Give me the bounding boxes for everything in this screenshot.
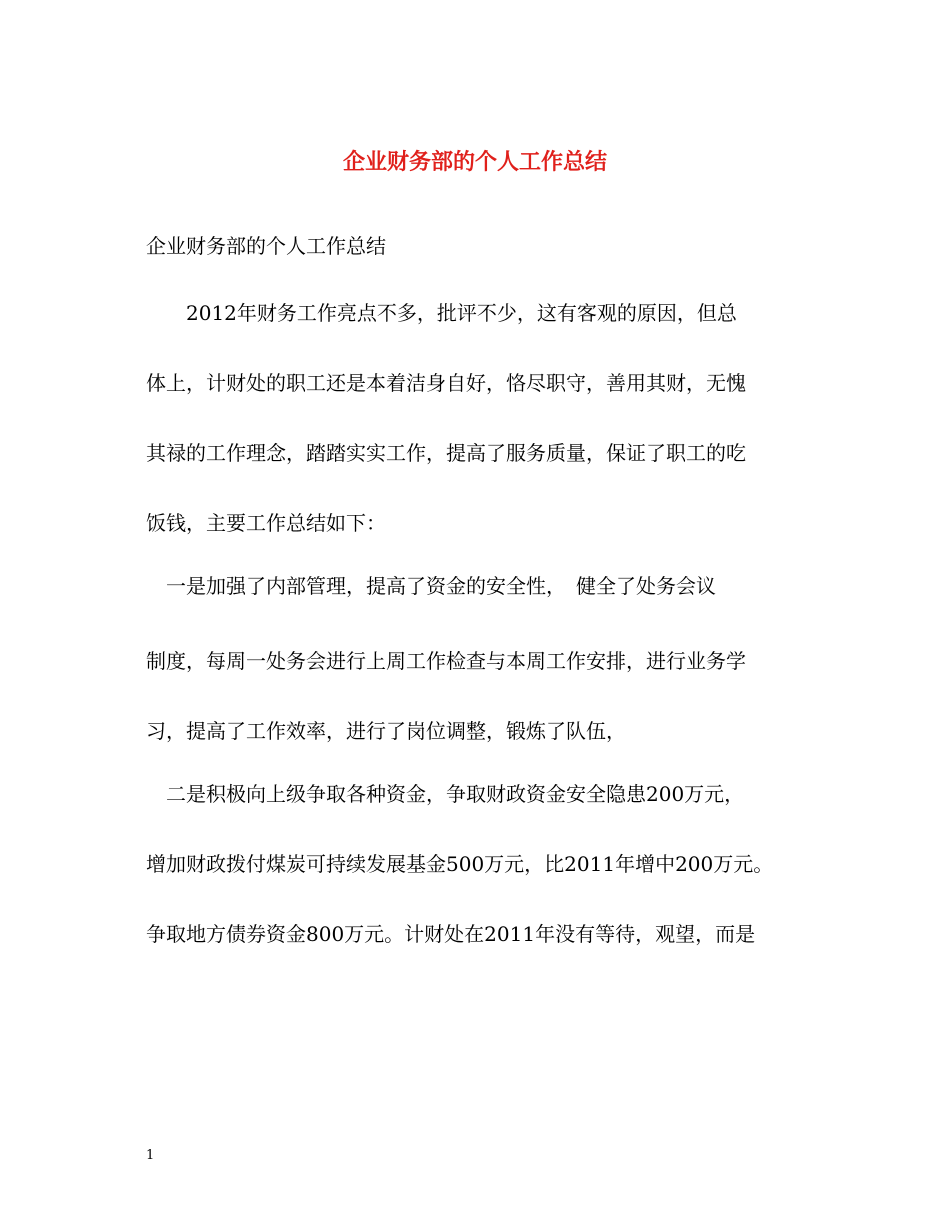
body-line: 2012年财务工作亮点不多，批评不少，这有客观的原因，但总 [146, 301, 737, 325]
body-line: 饭钱，主要工作总结如下： [146, 511, 386, 535]
body-line: 增加财政拨付煤炭可持续发展基金500万元，比2011年增中200万元。 [146, 852, 774, 876]
document-subtitle: 企业财务部的个人工作总结 [146, 234, 386, 258]
document-title: 企业财务部的个人工作总结 [342, 149, 607, 175]
body-line: 制度，每周一处务会进行上周工作检查与本周工作安排，进行业务学 [146, 649, 746, 673]
body-line: 体上，计财处的职工还是本着洁身自好，恪尽职守，善用其财，无愧 [146, 371, 746, 395]
body-line: 一是加强了内部管理，提高了资金的安全性， 健全了处务会议 [146, 574, 716, 598]
body-line: 其禄的工作理念，踏踏实实工作，提高了服务质量，保证了职工的吃 [146, 441, 746, 465]
body-line: 二是积极向上级争取各种资金，争取财政资金安全隐患200万元， [146, 782, 745, 806]
page-number: 1 [146, 1148, 155, 1163]
body-line: 争取地方债券资金800万元。计财处在2011年没有等待，观望，而是 [146, 922, 756, 946]
body-line: 习，提高了工作效率，进行了岗位调整，锻炼了队伍， [146, 719, 626, 743]
